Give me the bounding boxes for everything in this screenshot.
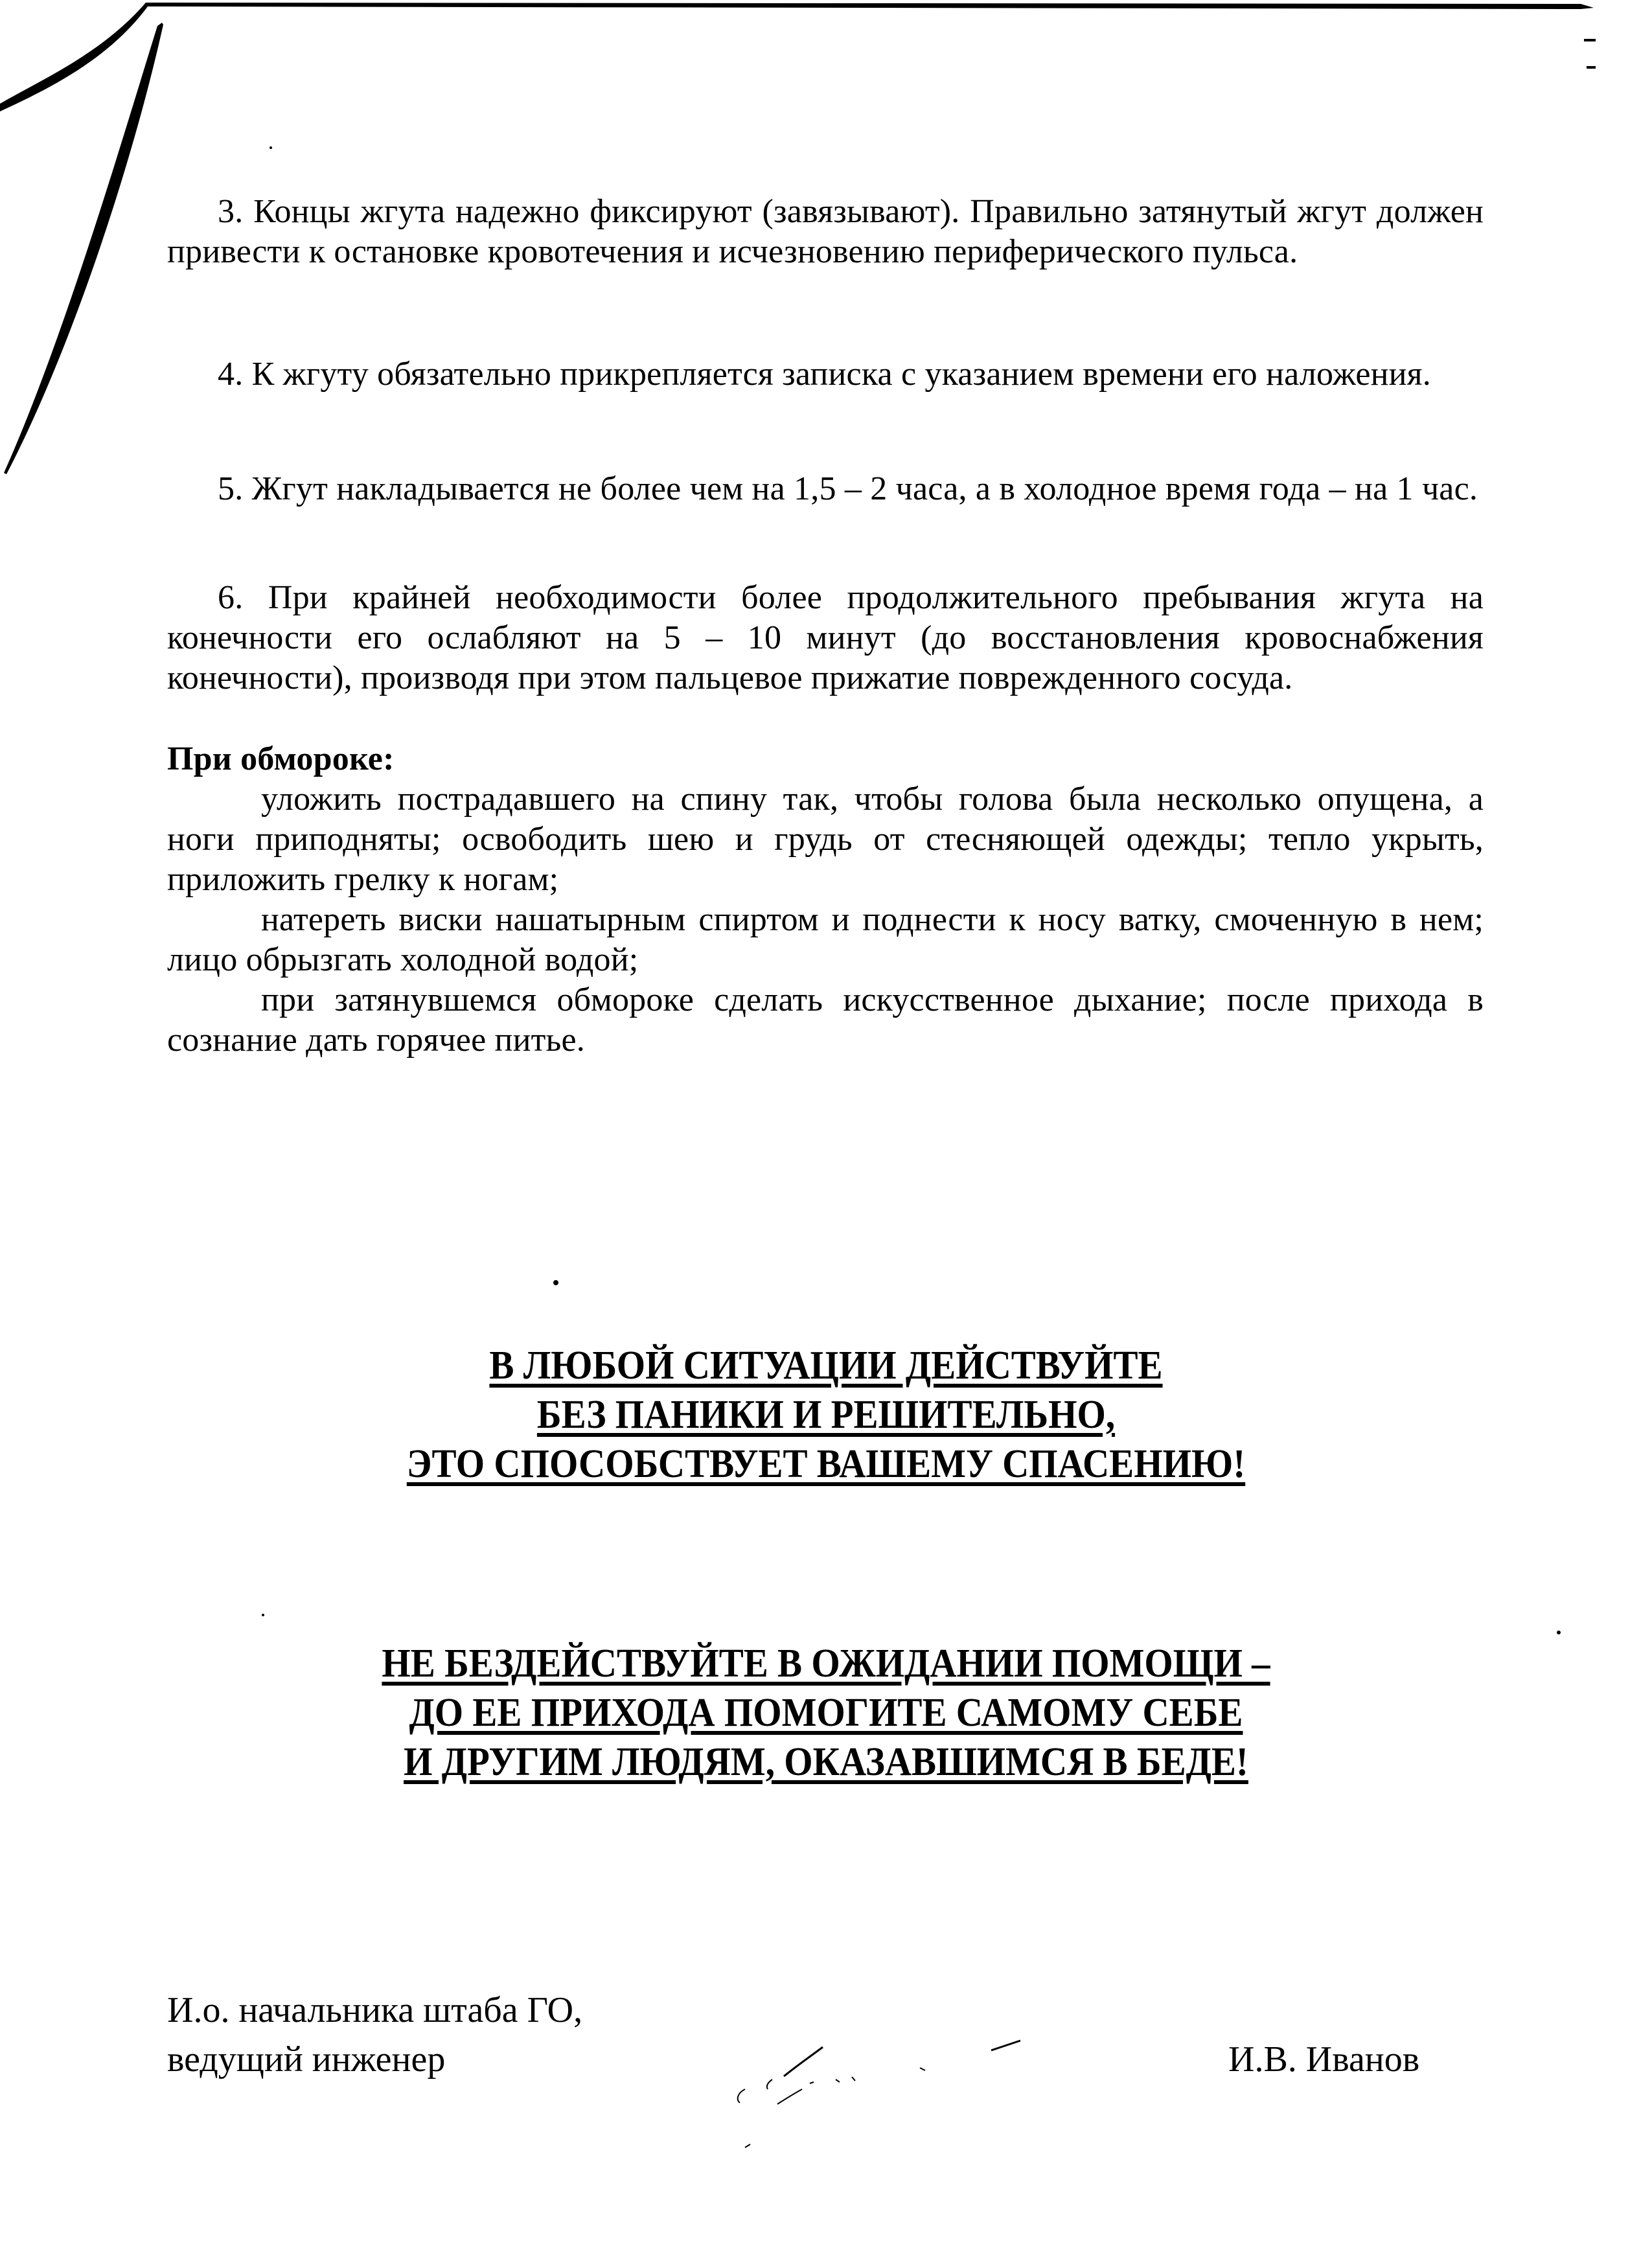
signatory-position [167,1986,582,2084]
top-edge-line [146,3,1594,9]
faint-section [167,739,1484,1060]
faint-item: натереть виски нашатырным спиртом и поднести к носу ватку, смоченную в нем; лицо обрызгать холодной водой; [167,901,1484,978]
paragraph-4 [167,354,1484,395]
handwritten-signature [732,2015,1134,2164]
position-line: И.о. начальника штаба ГО, [167,1990,583,2030]
faint-item: уложить пострадавшего на спину так, чтобы голова была несколько опущена, а ноги приподняты; освободить шею и грудь от стесняющей одежды; тепло укрыть, приложить грелку к ногам; [167,781,1484,898]
speck [1557,1631,1561,1634]
slogan-line: ЭТО СПОСОБСТВУЕТ ВАШЕМУ СПАСЕНИЮ! [406,1442,1246,1486]
faint-item: при затянувшемся обмороке сделать искусственное дыхание; после прихода в сознание дать горячее питье. [167,981,1484,1059]
slogan-line: ДО ЕЕ ПРИХОДА ПОМОГИТЕ САМОМУ СЕБЕ [409,1691,1243,1735]
section-title: При обмороке: [167,740,395,777]
slogan-help-yourself [66,1639,1586,1787]
paragraph-text: 4. К жгуту обязательно прикрепляется записка с указанием времени его наложения. [218,356,1431,393]
slogan-line: В ЛЮБОЙ СИТУАЦИИ ДЕЙСТВУЙТЕ [489,1344,1163,1388]
left-margin-stroke [4,23,163,474]
paragraph-3 [167,192,1484,272]
margin-mark [1587,66,1596,69]
paragraph-text: 3. Концы жгута надежно фиксируют (завязывают). Правильно затянутый жгут должен привести к остановке кровотечения и исчезновению периферического пульса. [167,193,1484,270]
position-line: ведущий инженер [167,2039,446,2079]
speck [553,1280,558,1285]
paragraph-text: 6. При крайней необходимости более продолжительного пребывания жгута на конечности его ослабляют на 5 – 10 минут (до восстановления кровоснабжения конечности), производя при этом пальцевое прижатие поврежденного сосуда. [167,579,1484,696]
speck [262,1614,264,1616]
paragraph-6 [167,578,1484,698]
speck [270,146,272,149]
slogan-line: И ДРУГИМ ЛЮДЯМ, ОКАЗАВШИМСЯ В БЕДЕ! [404,1740,1248,1784]
slogan-line: НЕ БЕЗДЕЙСТВУЙТЕ В ОЖИДАНИИ ПОМОЩИ – [382,1642,1270,1686]
folded-corner-edge [0,3,150,111]
signatory-name: И.В. Иванов [1228,2039,1420,2079]
slogan-line: БЕЗ ПАНИКИ И РЕШИТЕЛЬНО, [536,1393,1116,1437]
slogan-act-decisively [66,1341,1586,1489]
paragraph-5 [167,469,1484,509]
margin-mark [1584,39,1596,41]
paragraph-text: 5. Жгут накладывается не более чем на 1,5 – 2 часа, а в холодное время года – на 1 час. [218,470,1478,507]
